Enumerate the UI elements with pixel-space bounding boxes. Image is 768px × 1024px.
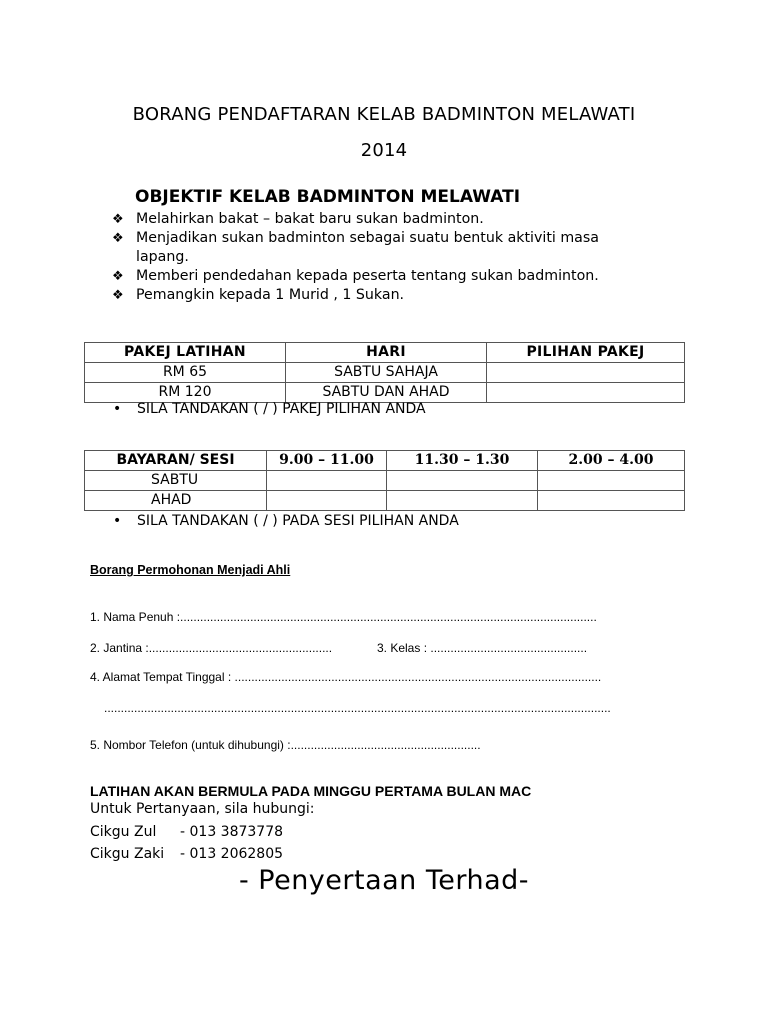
header-pakej-latihan: PAKEJ LATIHAN (85, 343, 286, 363)
header-session-2: 11.30 – 1.30 (387, 451, 538, 471)
list-item (112, 267, 652, 286)
list-item (112, 286, 652, 305)
session-note: • SILA TANDAKAN ( / ) PADA SESI PILIHAN ANDA (113, 513, 459, 529)
form-title: Borang Permohonan Menjadi Ahli (90, 563, 291, 577)
package-price: RM 120 (85, 383, 286, 403)
session-day: SABTU (85, 471, 267, 491)
list-item (112, 210, 652, 229)
objective-text: Memberi pendedahan kepada peserta tentang sukan badminton. (136, 268, 599, 284)
diamond-bullet-icon: ❖ (112, 288, 124, 303)
limited-entry-notice: - Penyertaan Terhad- (238, 865, 530, 896)
class-field[interactable]: 3. Kelas : ............................................... (377, 641, 588, 655)
session-choice-cell[interactable] (267, 471, 387, 491)
name-field[interactable]: 1. Nama Penuh :............................................................................................................................. (90, 610, 597, 624)
package-note: • SILA TANDAKAN ( / ) PAKEJ PILIHAN ANDA (113, 401, 426, 417)
session-table (84, 450, 685, 511)
package-price: RM 65 (85, 363, 286, 383)
session-choice-cell[interactable] (538, 471, 685, 491)
contact-phone: - 013 3873778 (180, 824, 284, 840)
session-day: AHAD (85, 491, 267, 511)
contact-name: Cikgu Zul (90, 824, 157, 840)
table-row (85, 363, 685, 383)
inquiry-text: Untuk Pertanyaan, sila hubungi: (90, 801, 315, 817)
header-session-1: 9.00 – 11.00 (267, 451, 387, 471)
session-choice-cell[interactable] (267, 491, 387, 511)
package-choice-cell[interactable] (487, 363, 685, 383)
objective-list (112, 210, 652, 305)
table-header-row (85, 451, 685, 471)
objective-heading: OBJEKTIF KELAB BADMINTON MELAWATI (135, 187, 521, 207)
table-row (85, 471, 685, 491)
diamond-bullet-icon: ❖ (112, 269, 124, 284)
diamond-bullet-icon: ❖ (112, 231, 124, 246)
document-title (0, 97, 768, 169)
contact-phone: - 013 2062805 (180, 846, 284, 862)
table-header-row (85, 343, 685, 363)
session-choice-cell[interactable] (387, 491, 538, 511)
address-field[interactable]: 4. Alamat Tempat Tinggal : .............................................................................................................. (90, 670, 602, 684)
contact-row (90, 824, 283, 840)
session-choice-cell[interactable] (387, 471, 538, 491)
objective-text: Menjadikan sukan badminton sebagai suatu bentuk aktiviti masa lapang. (136, 230, 599, 265)
table-row (85, 383, 685, 403)
diamond-bullet-icon: ❖ (112, 212, 124, 227)
contact-name: Cikgu Zaki (90, 846, 165, 862)
header-pilihan-pakej: PILIHAN PAKEJ (487, 343, 685, 363)
contact-row (90, 846, 283, 862)
header-hari: HARI (286, 343, 487, 363)
bullet-dot-icon: • (113, 513, 122, 529)
package-table (84, 342, 685, 403)
title-line-2: 2014 (360, 140, 408, 161)
phone-field[interactable]: 5. Nombor Telefon (untuk dihubungi) :......................................................... (90, 738, 481, 752)
start-notice: LATIHAN AKAN BERMULA PADA MINGGU PERTAMA BULAN MAC (90, 783, 532, 799)
gender-field[interactable]: 2. Jantina :....................................................... (90, 641, 333, 655)
package-days: SABTU DAN AHAD (286, 383, 487, 403)
title-line-1: BORANG PENDAFTARAN KELAB BADMINTON MELAWATI (132, 104, 636, 125)
objective-text: Melahirkan bakat – bakat baru sukan badminton. (136, 211, 484, 227)
package-days: SABTU SAHAJA (286, 363, 487, 383)
address-field-line-2[interactable]: ........................................................................................................................................................ (104, 701, 611, 715)
session-choice-cell[interactable] (538, 491, 685, 511)
bullet-dot-icon: • (113, 401, 122, 417)
package-choice-cell[interactable] (487, 383, 685, 403)
header-bayaran-sesi: BAYARAN/ SESI (85, 451, 267, 471)
header-session-3: 2.00 – 4.00 (538, 451, 685, 471)
table-row (85, 491, 685, 511)
list-item (112, 229, 652, 267)
objective-text: Pemangkin kepada 1 Murid , 1 Sukan. (136, 287, 405, 303)
